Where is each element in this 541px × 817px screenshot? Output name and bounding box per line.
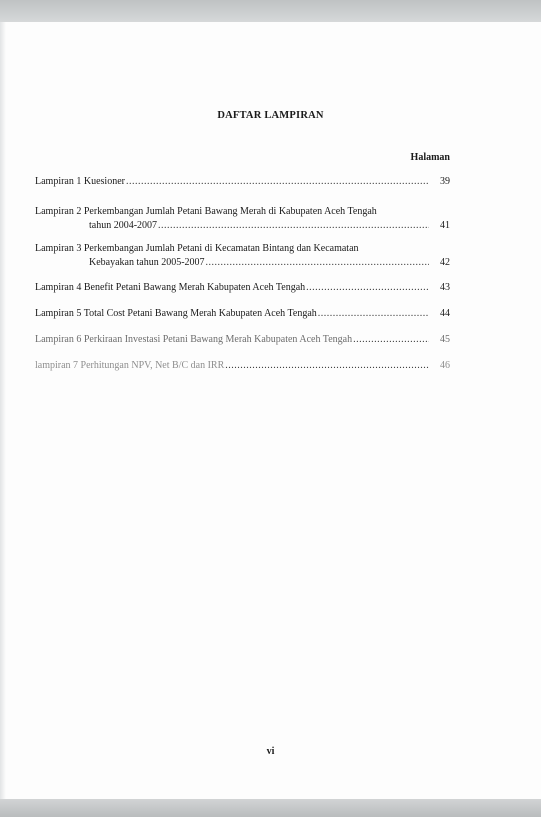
entry-page: 44: [440, 308, 450, 319]
entry-continuation: Kebayakan tahun 2005-2007: [89, 256, 205, 268]
entry-text: lampiran 7 Perhitungan NPV, Net B/C dan IRR: [35, 360, 225, 371]
dot-leader: [306, 281, 429, 295]
entry-page: 43: [440, 282, 450, 293]
toc-entry-lampiran-7: [35, 359, 450, 373]
entry-page: 42: [440, 256, 450, 268]
scan-border-bottom: [0, 799, 541, 817]
document-page: [0, 22, 541, 799]
entry-page: 39: [440, 176, 450, 187]
page-edge-shadow: [0, 22, 6, 799]
dot-leader: [126, 175, 429, 189]
entry-text: Lampiran 5 Total Cost Petani Bawang Merah Kabupaten Aceh Tengah: [35, 308, 317, 319]
toc-entry-lampiran-2: [35, 205, 450, 232]
entry-page: 46: [440, 360, 450, 371]
entry-text: Lampiran 4 Benefit Petani Bawang Merah Kabupaten Aceh Tengah: [35, 282, 306, 293]
entry-page: 41: [440, 219, 450, 231]
toc-entry-lampiran-3: [35, 242, 450, 269]
toc-entry-lampiran-1: [35, 175, 450, 189]
page-column-header: Halaman: [410, 152, 450, 163]
dot-leader: [318, 307, 429, 321]
dot-leader: [353, 333, 429, 347]
scan-border-top: [0, 0, 541, 22]
entry-continuation: tahun 2004-2007: [89, 219, 158, 231]
toc-entry-lampiran-5: [35, 307, 450, 321]
page-number: vi: [266, 746, 275, 757]
toc-entry-lampiran-6: [35, 333, 450, 347]
entry-text: Lampiran 1 Kuesioner: [35, 176, 125, 187]
page-title: DAFTAR LAMPIRAN: [217, 110, 324, 121]
entry-page: 45: [440, 334, 450, 345]
entry-text: Lampiran 2 Perkembangan Jumlah Petani Bawang Merah di Kabupaten Aceh Tengah: [35, 206, 377, 217]
toc-entry-lampiran-4: [35, 281, 450, 295]
dot-leader: [158, 219, 429, 233]
entry-text: Lampiran 6 Perkiraan Investasi Petani Bawang Merah Kabupaten Aceh Tengah: [35, 334, 353, 345]
dot-leader: [206, 256, 429, 270]
entry-text: Lampiran 3 Perkembangan Jumlah Petani di Kecamatan Bintang dan Kecamatan: [35, 243, 359, 254]
dot-leader: [225, 359, 429, 373]
